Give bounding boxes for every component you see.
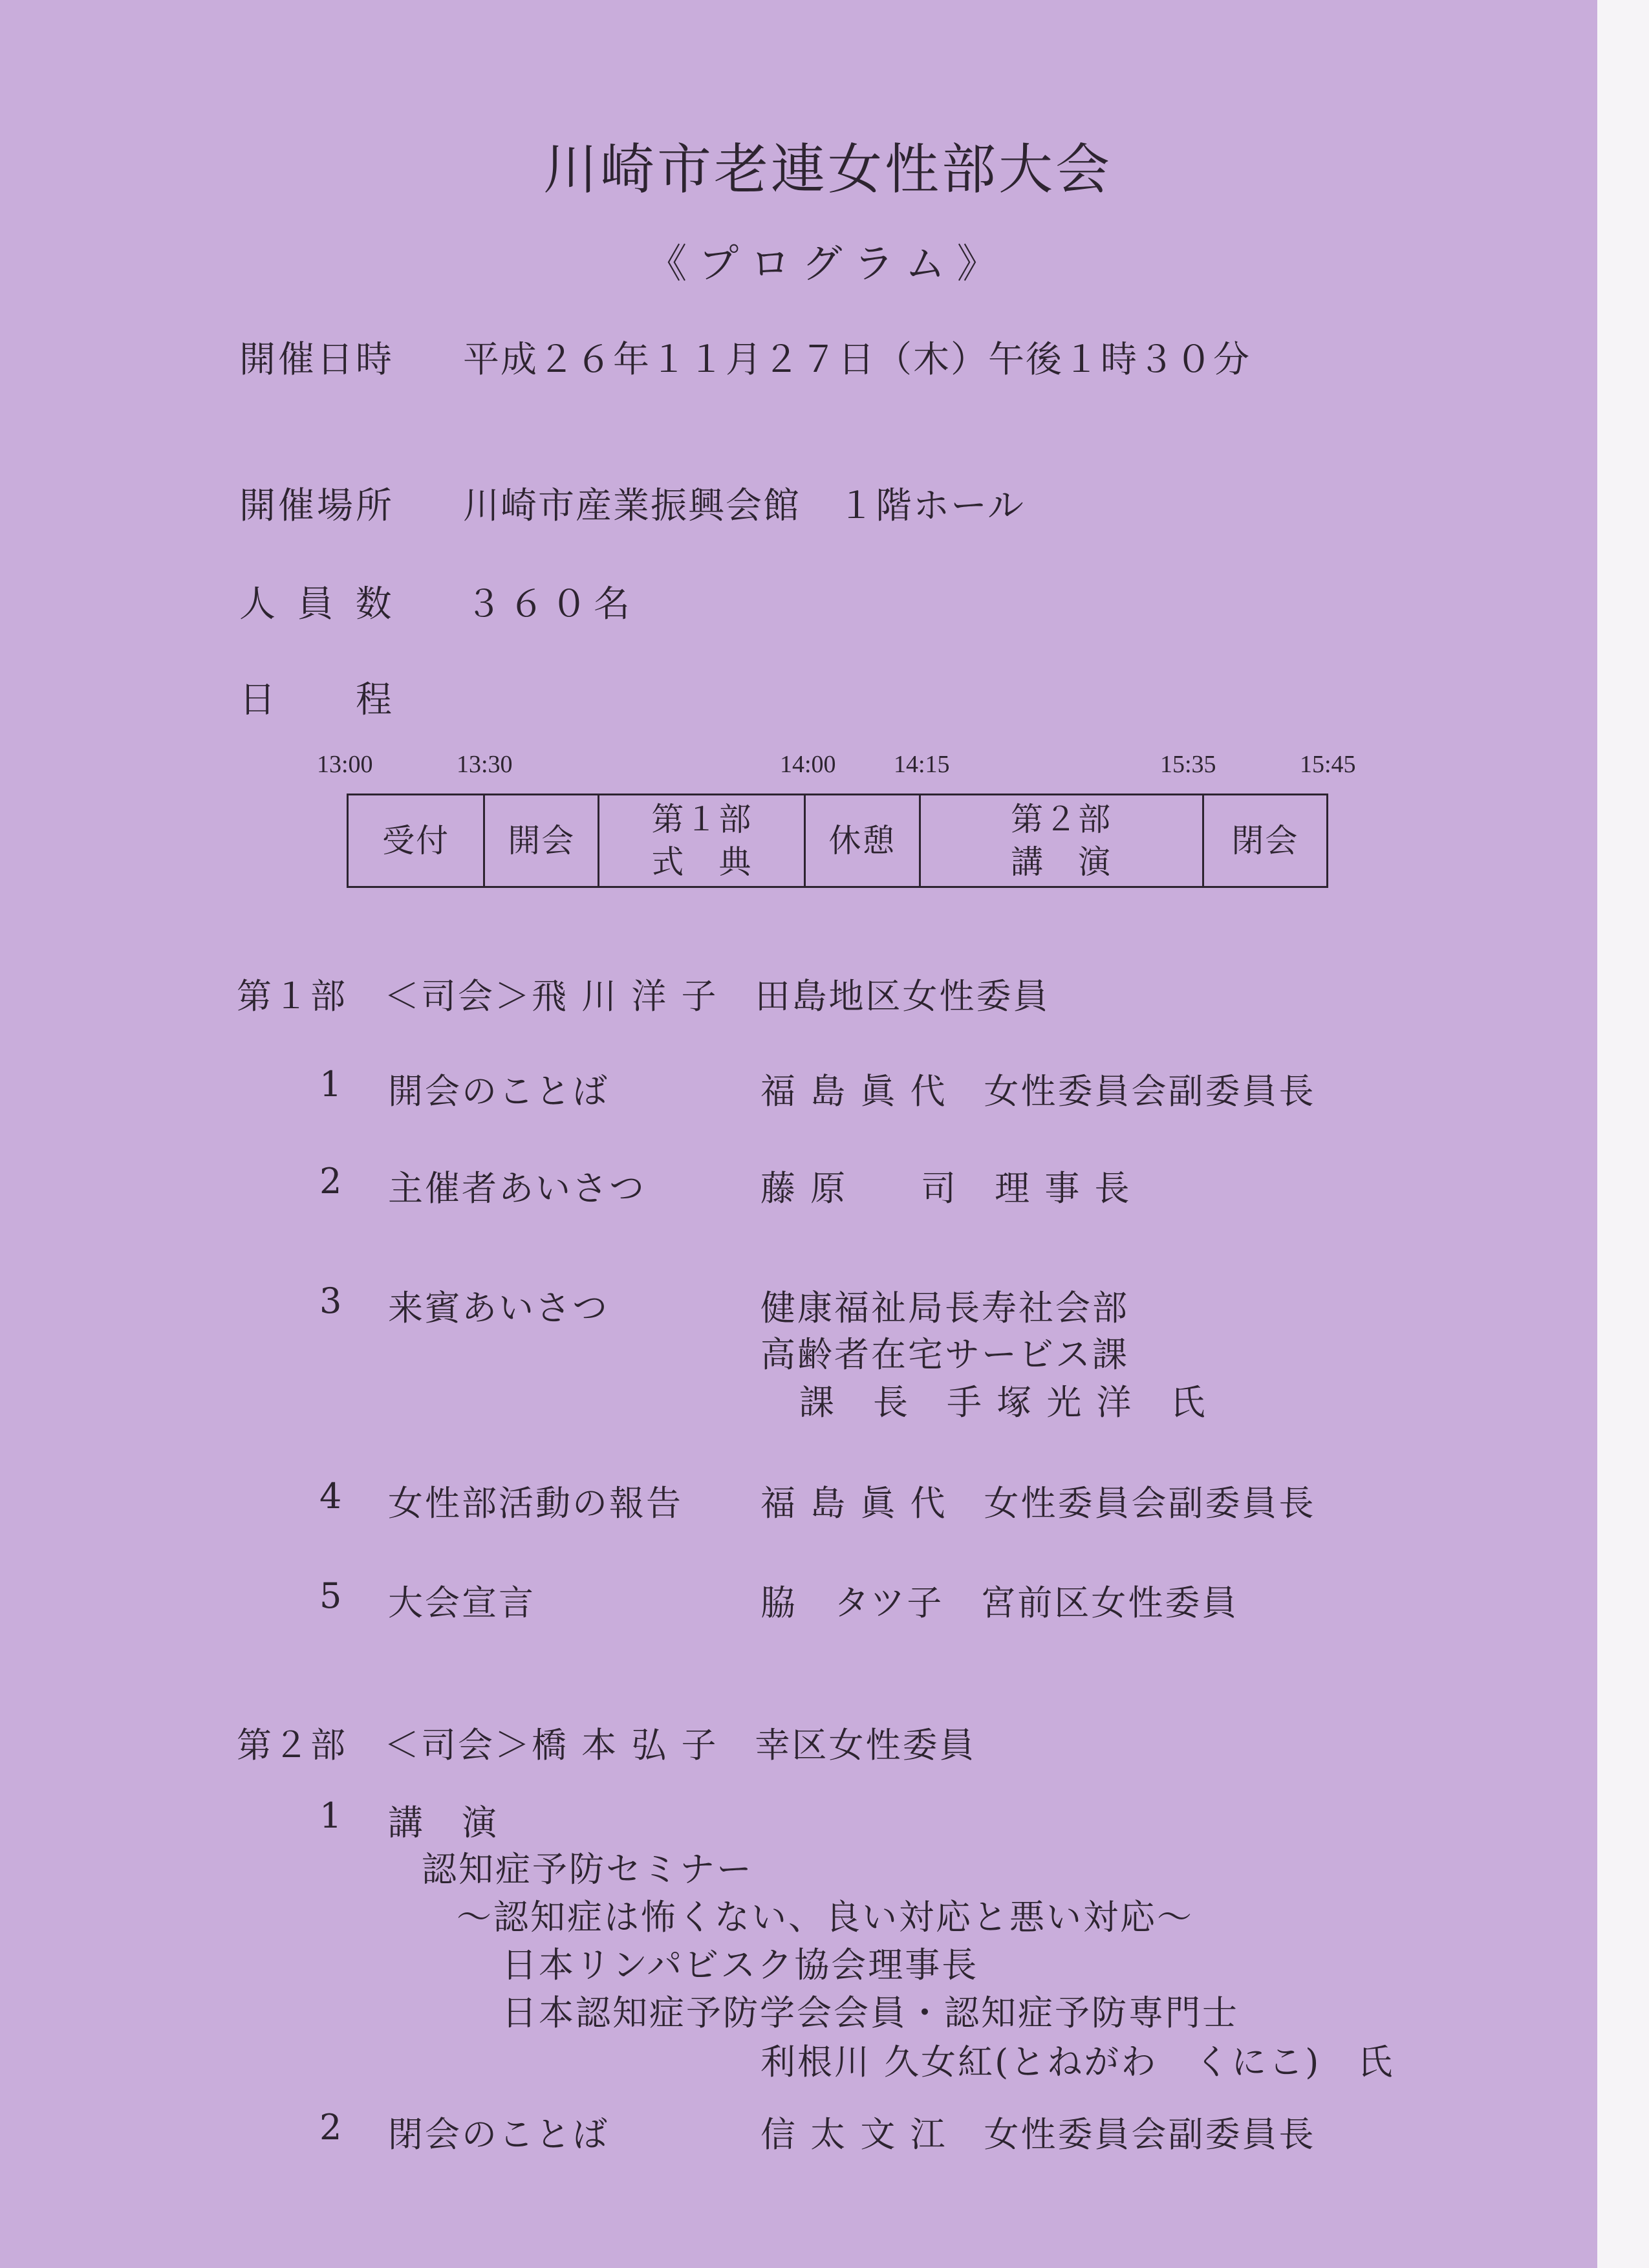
schedule-cell	[599, 795, 806, 886]
part2-header: 第２部 ＜司会＞橋 本 弘 子 幸区女性委員	[237, 1725, 976, 1766]
item-number: 1	[319, 1795, 344, 1836]
document-subtitle: 《プログラム》	[647, 240, 1009, 287]
lecturer-name: 利根川 久女紅(とねがわ くにこ) 氏	[760, 2042, 1395, 2082]
item-name: 開会のことば	[388, 1071, 609, 1112]
item-number: 5	[319, 1575, 344, 1616]
schedule-label: 日 程	[239, 679, 394, 721]
scan-margin	[1597, 0, 1649, 2268]
item-person-line2: 高齢者在宅サービス課	[760, 1334, 1129, 1375]
schedule-cell-line1: 第１部	[651, 801, 753, 838]
place-value: 川崎市産業振興会館 １階ホール	[463, 485, 1025, 527]
schedule-time: 15:45	[1300, 751, 1356, 778]
schedule-time: 14:00	[780, 751, 836, 778]
schedule-cell	[806, 795, 920, 886]
lecturer-title: 日本リンパビスク協会理事長	[502, 1945, 979, 1985]
place-label: 開催場所	[239, 485, 394, 527]
item-person-line3: 課 長 手 塚 光 洋 氏	[799, 1382, 1207, 1423]
schedule-time: 13:00	[317, 751, 373, 778]
item-name: 女性部活動の報告	[388, 1483, 683, 1524]
date-label: 開催日時	[239, 339, 394, 381]
item-person: 脇 タツ子 宮前区女性委員	[760, 1582, 1239, 1623]
schedule-time: 14:15	[894, 751, 950, 778]
schedule-table	[347, 794, 1328, 888]
item-number: 1	[319, 1064, 344, 1105]
schedule-time: 15:35	[1160, 751, 1216, 778]
people-value: ３６０名	[466, 583, 636, 625]
item-person: 健康福祉局長寿社会部	[760, 1288, 1129, 1328]
schedule-cell-line2: 講 演	[1011, 843, 1112, 881]
schedule-cell-line1: 閉会	[1231, 822, 1299, 859]
schedule-cell-line1: 開会	[508, 822, 576, 859]
lecturer-title: 日本認知症予防学会会員・認知症予防専門士	[502, 1993, 1239, 2033]
item-name: 閉会のことば	[388, 2114, 609, 2155]
seminar-title: 認知症予防セミナー	[422, 1849, 753, 1890]
document-title: 川崎市老連女性部大会	[543, 138, 1112, 201]
item-number: 2	[319, 1161, 344, 1202]
schedule-cell-line1: 第２部	[1011, 801, 1112, 838]
schedule-time: 13:30	[457, 751, 513, 778]
schedule-cell-line1: 休憩	[828, 822, 896, 859]
schedule-cell-line2: 式 典	[651, 843, 753, 881]
schedule-cell	[1204, 795, 1326, 886]
item-number: 3	[319, 1280, 344, 1321]
item-name: 講 演	[388, 1802, 499, 1843]
item-person: 信 太 文 江 女性委員会副委員長	[760, 2114, 1316, 2155]
item-number: 4	[319, 1476, 344, 1517]
people-label: 人 員 数	[239, 583, 397, 625]
part1-header: 第１部 ＜司会＞飛 川 洋 子 田島地区女性委員	[237, 976, 1050, 1017]
item-name: 来賓あいさつ	[388, 1288, 609, 1328]
item-person: 福 島 眞 代 女性委員会副委員長	[760, 1071, 1316, 1112]
item-person: 福 島 眞 代 女性委員会副委員長	[760, 1483, 1316, 1524]
item-name: 大会宣言	[388, 1582, 535, 1623]
item-person: 藤 原 司 理 事 長	[760, 1168, 1132, 1209]
schedule-cell	[921, 795, 1204, 886]
item-number: 2	[319, 2107, 344, 2148]
item-name: 主催者あいさつ	[388, 1168, 646, 1209]
schedule-cell	[485, 795, 599, 886]
seminar-subtitle: ～認知症は怖くない、良い対応と悪い対応～	[457, 1897, 1194, 1938]
schedule-cell-line1: 受付	[382, 822, 450, 859]
schedule-cell	[349, 795, 485, 886]
date-value: 平成２６年１１月２７日（木）午後１時３０分	[463, 339, 1251, 381]
